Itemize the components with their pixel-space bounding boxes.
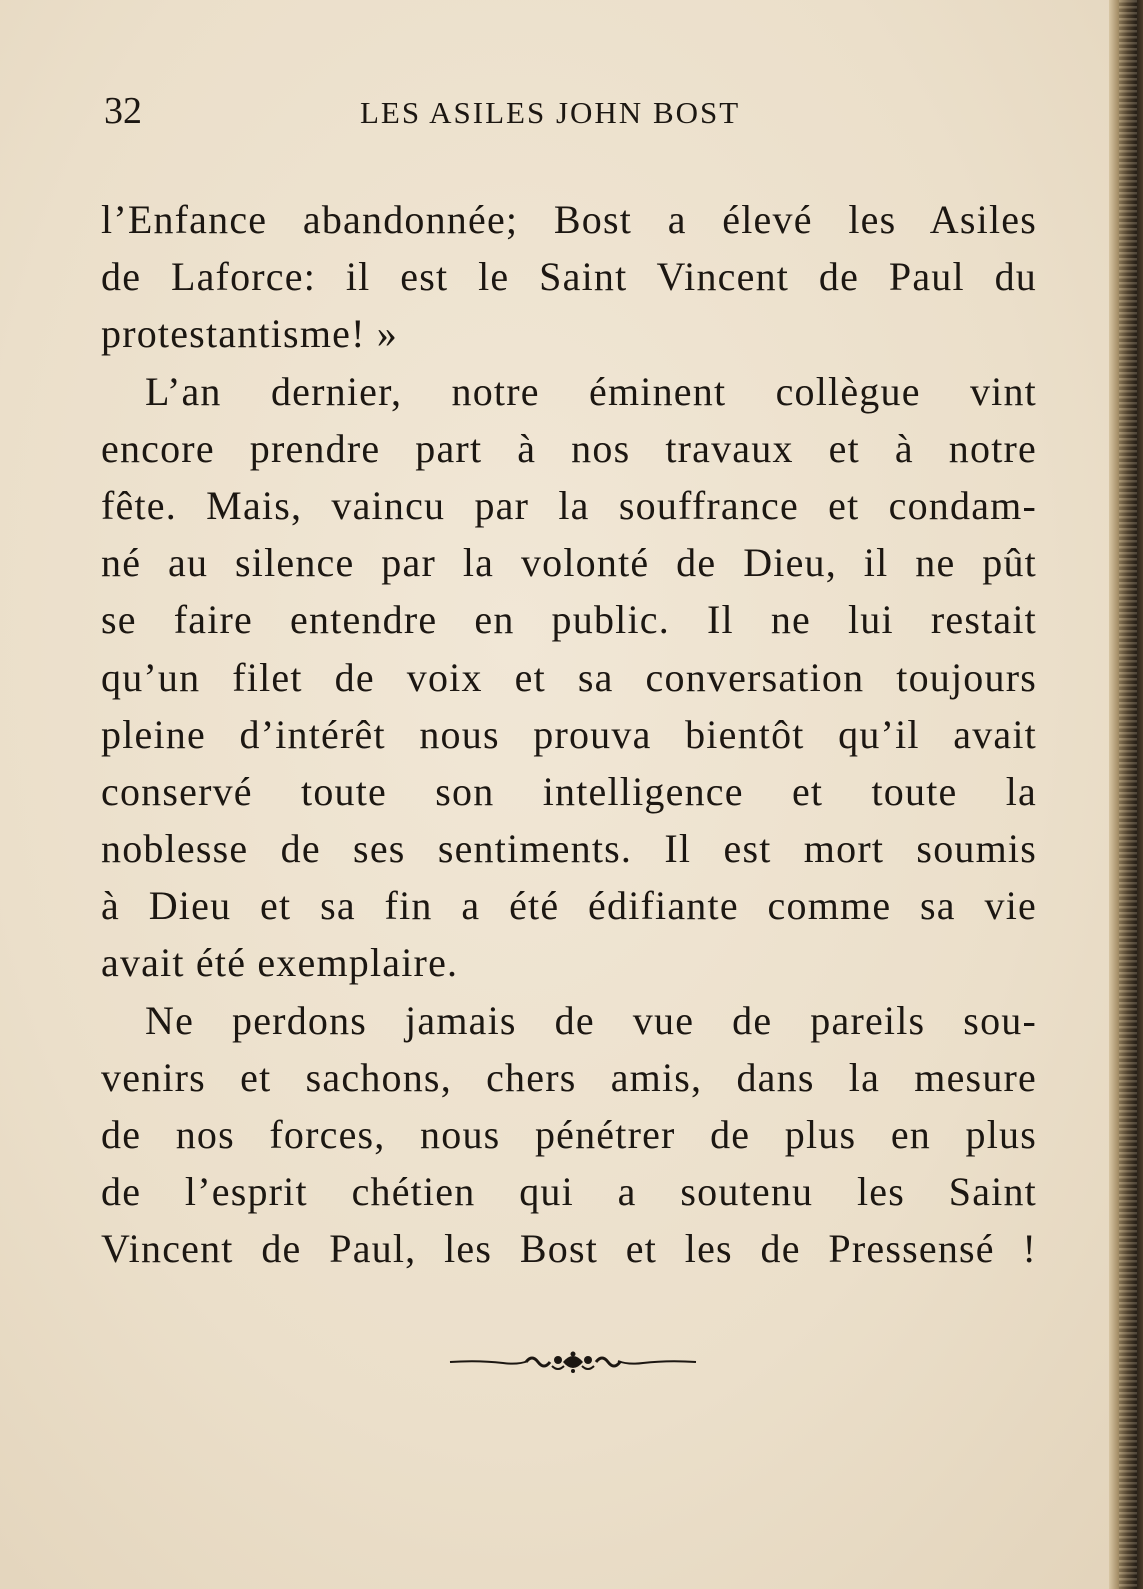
page-header <box>104 88 794 134</box>
text-line: avait été exemplaire. <box>101 940 459 986</box>
text-line: conservé toute son intelligence et toute la <box>101 768 1037 814</box>
fleuron-tailpiece-icon <box>448 1350 698 1374</box>
text-line: protestantisme! » <box>101 311 399 357</box>
text-line: Vincent de Paul, les Bost et les de Pressensé ! <box>101 1226 1037 1272</box>
text-line: à Dieu et sa fin a été édifiante comme sa vie <box>101 883 1037 929</box>
text-line: de Laforce: il est le Saint Vincent de Paul du <box>101 254 1037 300</box>
text-line: fête. Mais, vaincu par la souffrance et condam- <box>101 482 1037 528</box>
text-line: pleine d’intérêt nous prouva bientôt qu’il avait <box>101 711 1037 757</box>
running-head: LES ASILES JOHN BOST <box>360 95 741 130</box>
text-line: encore prendre part à nos travaux et à notre <box>101 425 1037 471</box>
text-line: de nos forces, nous pénétrer de plus en plus <box>101 1112 1037 1157</box>
text-line: noblesse de ses sentiments. Il est mort soumis <box>101 826 1037 872</box>
paragraph-start-line: L’an dernier, notre éminent collègue vint <box>145 368 1037 414</box>
text-line: de l’esprit chétien qui a soutenu les Saint <box>101 1169 1037 1215</box>
text-line: l’Enfance abandonnée; Bost a élevé les Asiles <box>101 197 1037 242</box>
text-line: venirs et sachons, chers amis, dans la mesure <box>101 1054 1037 1100</box>
text-line: se faire entendre en public. Il ne lui restait <box>101 597 1037 643</box>
body-text <box>101 191 1037 1278</box>
paragraph-start-line: Ne perdons jamais de vue de pareils sou- <box>145 997 1037 1043</box>
text-line: qu’un filet de voix et sa conversation toujours <box>101 654 1037 700</box>
book-edge-texture <box>1119 0 1137 1589</box>
page-number: 32 <box>104 90 142 132</box>
text-line: né au silence par la volonté de Dieu, il ne pût <box>101 540 1037 586</box>
